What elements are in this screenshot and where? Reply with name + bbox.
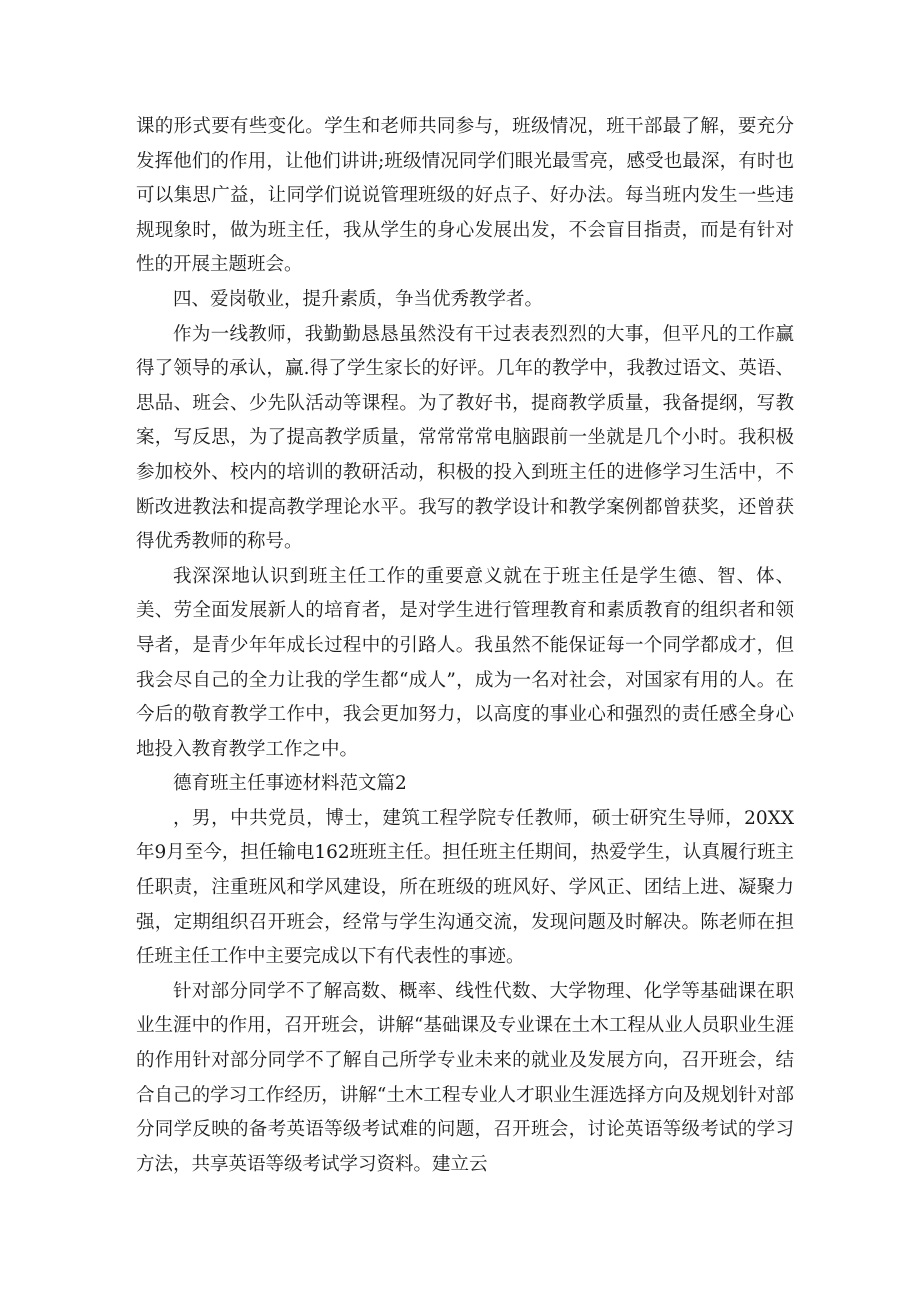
paragraph-class-meeting: 课的形式要有些变化。学生和老师共同参与，班级情况，班干部最了解，要充分发挥他们的作用，让他们讲讲;班级情况同学们眼光最雪亮，感受也最深，有时也可以集思广益，让同学们说说管理班级的好点子、好办法。每当班内发生一些违规现象时，做为班主任，我从学生的身心发展出发，不会盲目指责，而是有针对性的开展主题班会。 <box>136 116 794 276</box>
section-heading-dedication: 四、爱岗敬业，提升素质，争当优秀教学者。 <box>173 288 544 310</box>
paragraph-class-meetings-topics: 针对部分同学不了解高数、概率、线性代数、大学物理、化学等基础课在职业生涯中的作用，召开班会，讲解“基础课及专业课在土木工程从业人员职业生涯的作用针对部分同学不了解自己所学专业未来的就业及发展方向，召开班会，结合自己的学习工作经历，讲解“土木工程专业人才职业生涯选择方向及规划针对部分同学反映的备考英语等级考试难的问题，召开班会，讨论英语等级考试的学习方法，共享英语等级考试学习资料。建立云 <box>136 980 794 1175</box>
article-title-part-2: 德育班主任事迹材料范文篇2 <box>173 773 407 795</box>
paragraph-teaching-work: 作为一线教师，我勤勤恳恳虽然没有干过表表烈烈的大事，但平凡的工作赢得了领导的承认，赢.得了学生家长的好评。几年的教学中，我教过语文、英语、思品、班会、少先队活动等课程。为了教好书，提商教学质量，我备提纲，写教案，写反思，为了提高教学质量，常常常常电脑跟前一坐就是几个小时。我积极参加校外、校内的培训的教研活动，积极的投入到班主任的进修学习生活中，不断改进教法和提高教学理论水平。我写的教学设计和教学案例都曾获奖，还曾获得优秀教师的称号。 <box>136 323 794 553</box>
paragraph-head-teacher-significance: 我深深地认识到班主任工作的重要意义就在于班主任是学生德、智、体、美、劳全面发展新人的培育者，是对学生进行管理教育和素质教育的组织者和领导者，是青少年年成长过程中的引路人。我虽然不能保证每一个同学都成才，但我会尽自己的全力让我的学生都“成人”，成为一名对社会，对国家有用的人。在今后的敬育教学工作中，我会更加努力，以高度的事业心和强烈的责任感全身心地投入教育教学工作之中。 <box>136 565 794 760</box>
paragraph-teacher-profile: ，男，中共党员，博士，建筑工程学院专任教师，硕士研究生导师，20XX年9月至今，担任输电162班班主任。担任班主任期间，热爱学生，认真履行班主任职责，注重班风和学风建设，所在班级的班风好、学风正、团结上进、凝聚力强，定期组织召开班会，经常与学生沟通交流，发现问题及时解决。陈老师在担任班主任工作中主要完成以下有代表性的事迹。 <box>136 807 794 968</box>
document-body <box>136 110 794 1182</box>
